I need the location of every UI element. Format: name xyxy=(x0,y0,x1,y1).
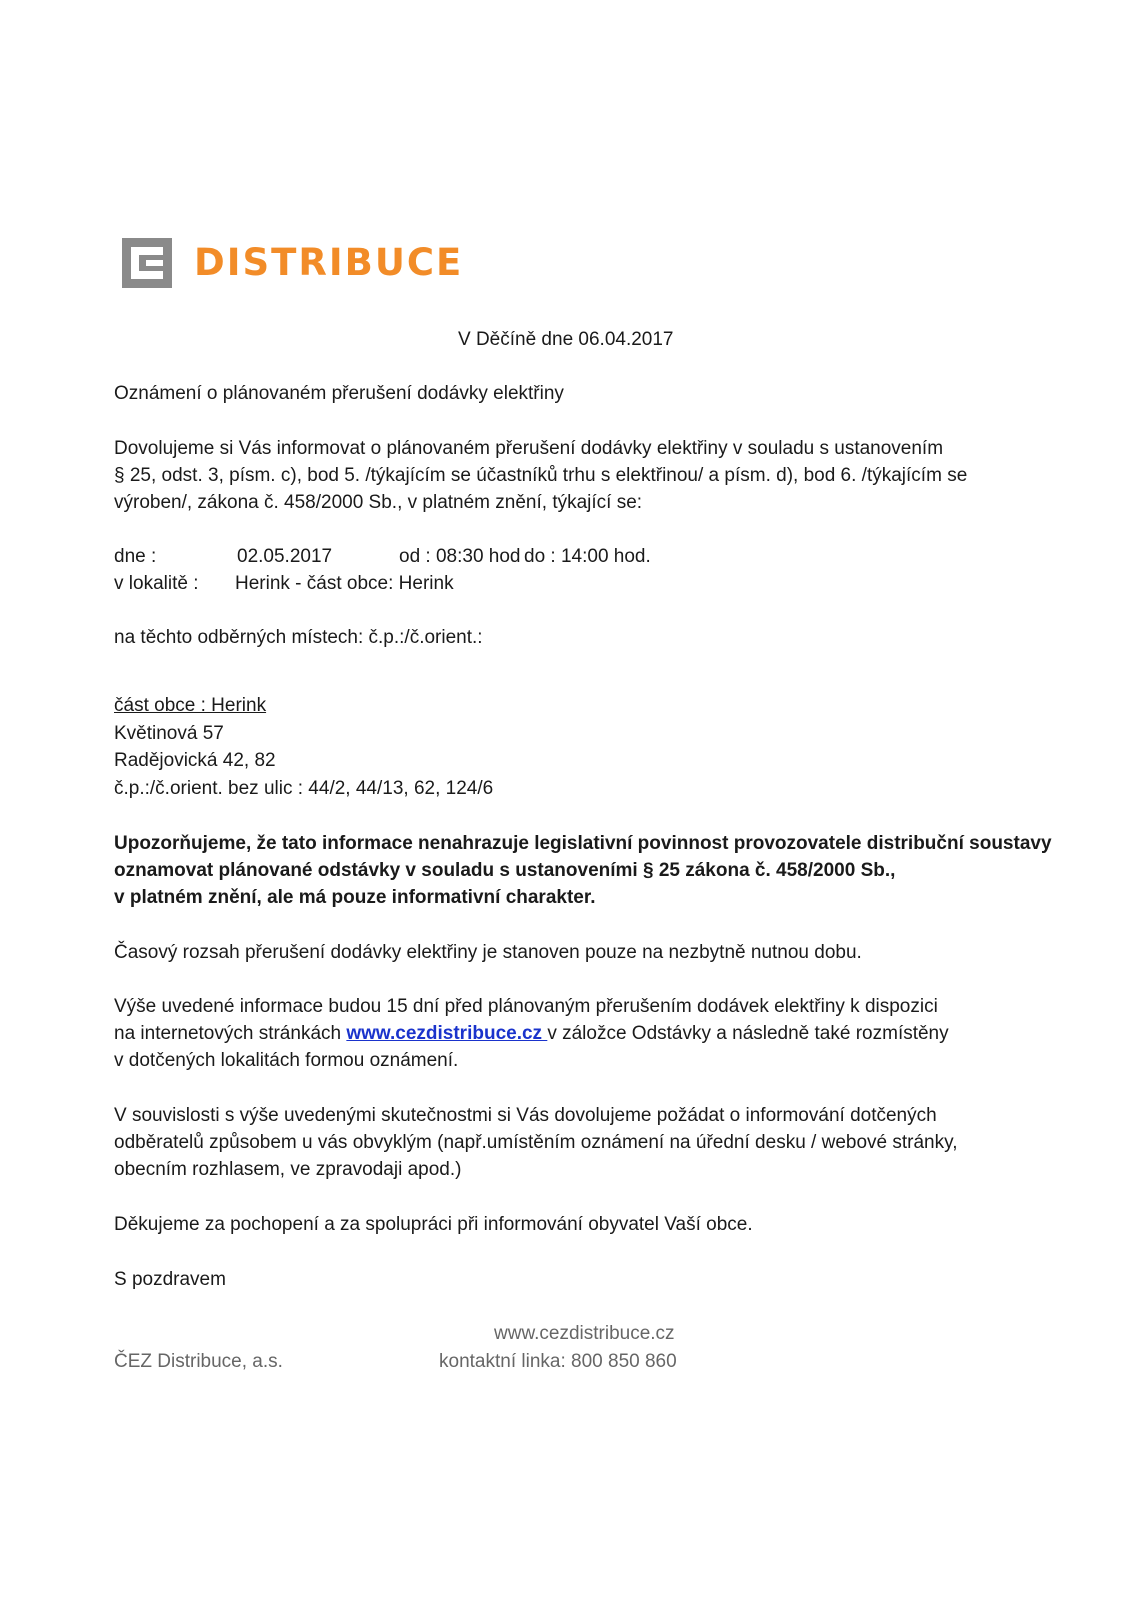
intro-line: § 25, odst. 3, písm. c), bod 5. /týkajícím se účastníků trhu s elektřinou/ a písm. d), bod 6. /týkajícím se xyxy=(114,465,968,486)
places-label: na těchto odběrných místech: č.p.:/č.orient.: xyxy=(114,627,483,648)
company-logo xyxy=(122,238,463,288)
request-line: odběratelů způsobem u vás obvyklým (např.umístěním oznámení na úřední desku / webové stránky, xyxy=(114,1132,958,1153)
website-link[interactable]: www.cezdistribuce.cz xyxy=(346,1023,548,1044)
places-heading: část obce : Herink xyxy=(114,695,267,716)
thanks-line: Děkujeme za pochopení a za spolupráci při informování obyvatel Vaší obce. xyxy=(114,1214,753,1235)
logo-wordmark: DISTRIBUCE xyxy=(194,241,464,284)
closing-line: S pozdravem xyxy=(114,1269,226,1290)
outage-date-value: 02.05.2017 xyxy=(237,546,333,567)
outage-from: od : 08:30 hod xyxy=(399,546,521,567)
request-line: obecním rozhlasem, ve zpravodaji apod.) xyxy=(114,1159,462,1180)
warning-line: v platném znění, ale má pouze informativní charakter. xyxy=(114,887,596,908)
warning-line: Upozorňujeme, že tato informace nenahrazuje legislativní povinnost provozovatele distribuční soustavy xyxy=(114,833,1052,854)
availability-line: v dotčených lokalitách formou oznámení. xyxy=(114,1050,459,1071)
footer-website: www.cezdistribuce.cz xyxy=(494,1323,675,1344)
date-line: V Děčíně dne 06.04.2017 xyxy=(458,329,674,350)
place-item: č.p.:/č.orient. bez ulic : 44/2, 44/13, 62, 124/6 xyxy=(114,778,494,799)
subject-line: Oznámení o plánovaném přerušení dodávky elektřiny xyxy=(114,383,564,404)
footer-company: ČEZ Distribuce, a.s. xyxy=(114,1351,283,1372)
availability-text: v záložce Odstávky a následně také rozmístěny xyxy=(547,1023,949,1044)
place-item: Květinová 57 xyxy=(114,723,224,744)
warning-line: oznamovat plánované odstávky v souladu s ustanoveními § 25 zákona č. 458/2000 Sb., xyxy=(114,860,896,881)
availability-line: Výše uvedené informace budou 15 dní před plánovaným přerušením dodávek elektřiny k dispozici xyxy=(114,996,938,1017)
availability-text: na internetových stránkách xyxy=(114,1023,347,1044)
footer-contact: kontaktní linka: 800 850 860 xyxy=(439,1351,677,1372)
location-label: v lokalitě : xyxy=(114,573,199,594)
cez-logo-mark-icon xyxy=(122,238,172,288)
place-item: Radějovická 42, 82 xyxy=(114,750,276,771)
availability-line xyxy=(114,1020,949,1048)
request-line: V souvislosti s výše uvedenými skutečnostmi si Vás dovolujeme požádat o informování dotčených xyxy=(114,1105,937,1126)
intro-line: Dovolujeme si Vás informovat o plánovaném přerušení dodávky elektřiny v souladu s ustanovením xyxy=(114,438,944,459)
outage-date-label: dne : xyxy=(114,546,157,567)
intro-line: výroben/, zákona č. 458/2000 Sb., v platném znění, týkající se: xyxy=(114,492,643,513)
time-note: Časový rozsah přerušení dodávky elektřiny je stanoven pouze na nezbytně nutnou dobu. xyxy=(114,942,862,963)
location-value: Herink - část obce: Herink xyxy=(235,573,454,594)
outage-to: do : 14:00 hod. xyxy=(524,546,651,567)
